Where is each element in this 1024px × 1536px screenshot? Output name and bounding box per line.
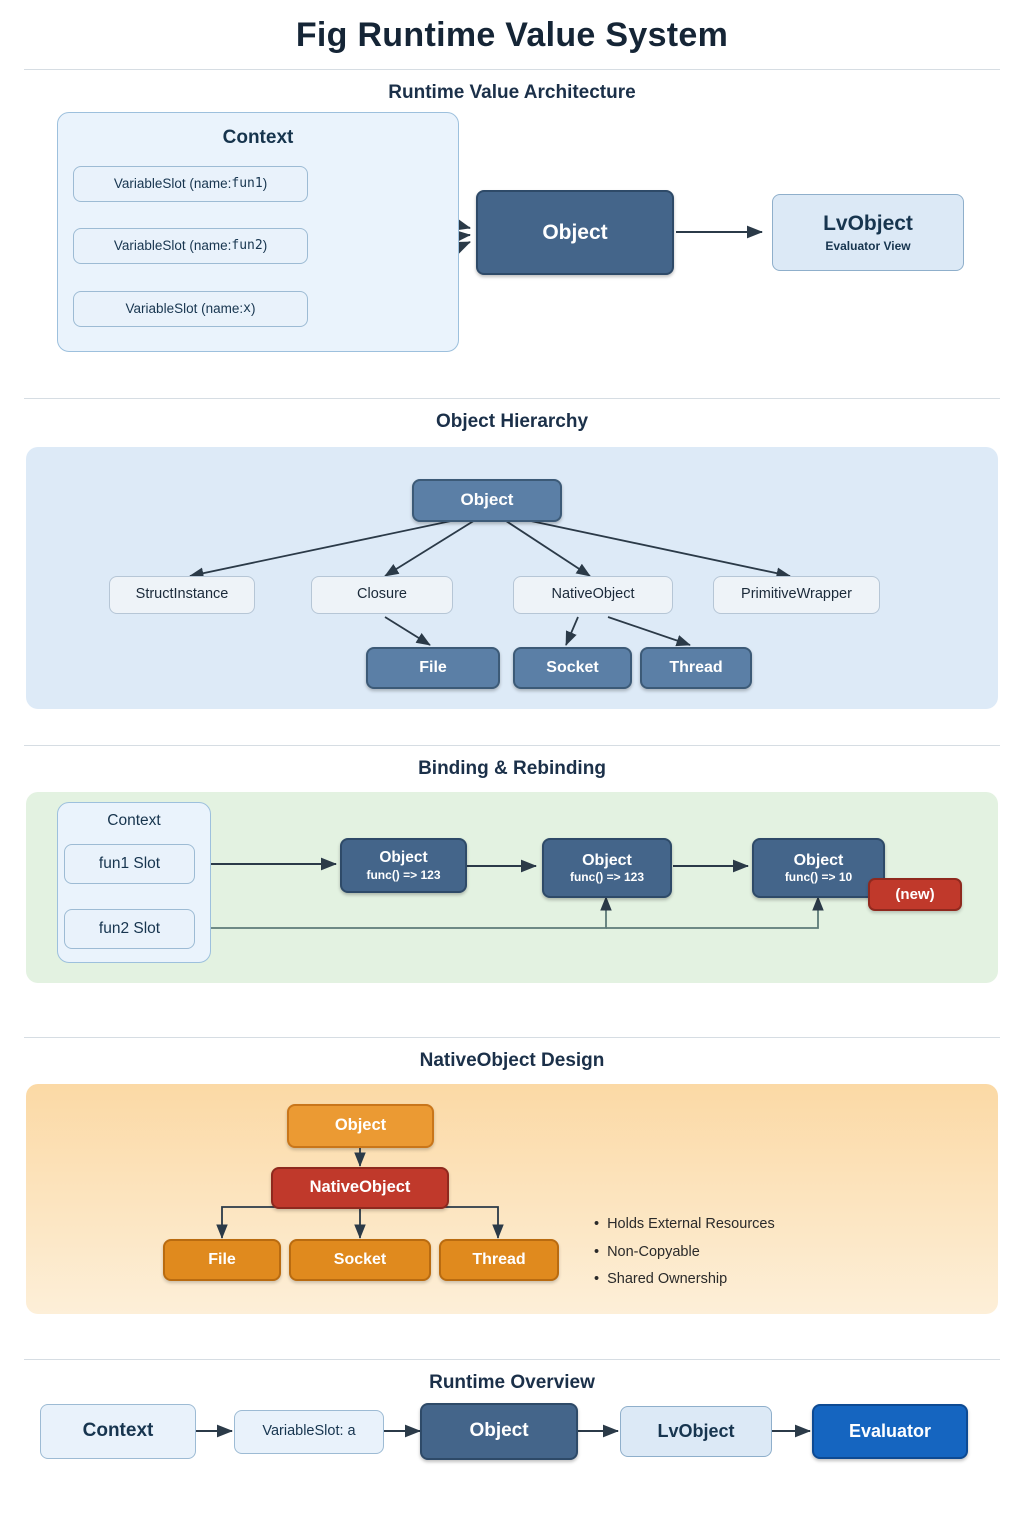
native-leaf-file-label: File	[208, 1251, 236, 1269]
section-native-title: NativeObject Design	[419, 1050, 605, 1071]
binding-object-2-title: Object	[582, 852, 632, 870]
section-overview	[0, 1372, 1024, 1532]
binding-object-2[interactable]	[542, 838, 672, 898]
hierarchy-child-structinstance-label: StructInstance	[135, 586, 229, 603]
context-label: Context	[222, 127, 294, 148]
overview-node-lvobject[interactable]	[620, 1406, 772, 1457]
overview-node-evaluator[interactable]	[812, 1404, 968, 1459]
hierarchy-leaf-socket-label: Socket	[546, 659, 599, 677]
object-node-label: Object	[542, 220, 608, 244]
divider-2	[24, 745, 1000, 746]
binding-object-2-sub: func() => 123	[569, 870, 645, 885]
overview-node-object[interactable]	[420, 1403, 578, 1460]
section-binding	[0, 758, 1024, 1023]
divider-1	[24, 398, 1000, 399]
section-native	[0, 1050, 1024, 1345]
hierarchy-child-closure[interactable]	[311, 576, 453, 614]
binding-object-1-sub: func() => 123	[366, 867, 441, 882]
hierarchy-root-object[interactable]	[412, 479, 562, 522]
variable-slot-fun2-prefix: VariableSlot (name:	[113, 237, 232, 253]
page-title: Fig Runtime Value System	[295, 16, 729, 54]
native-root-label: Object	[334, 1116, 387, 1135]
variable-slot-fun1-prefix: VariableSlot (name:	[113, 175, 232, 191]
hierarchy-child-nativeobject[interactable]	[513, 576, 673, 614]
binding-new-badge	[868, 878, 962, 911]
native-mid-nativeobject[interactable]	[271, 1167, 449, 1209]
binding-new-badge-label: (new)	[895, 885, 935, 903]
variable-slot-fun1-suffix: )	[262, 175, 268, 191]
binding-slot-fun1-label: fun1 Slot	[98, 854, 161, 872]
variable-slot-fun1[interactable]	[73, 166, 308, 202]
binding-slot-fun2-label: fun2 Slot	[98, 919, 161, 937]
native-leaf-socket[interactable]	[289, 1239, 431, 1281]
native-leaf-thread-label: Thread	[472, 1251, 526, 1269]
hierarchy-leaf-thread-label: Thread	[669, 659, 723, 677]
section-binding-title: Binding & Rebinding	[418, 758, 606, 779]
overview-node-object-label: Object	[469, 1420, 529, 1442]
binding-object-3-sub: func() => 10	[784, 870, 853, 885]
binding-slot-fun1[interactable]	[64, 844, 195, 884]
hierarchy-child-structinstance[interactable]	[109, 576, 255, 614]
native-bullets	[594, 1211, 934, 1294]
native-bullet-2: • Non-Copyable	[594, 1239, 934, 1267]
variable-slot-x[interactable]	[73, 291, 308, 327]
lvobject-subtitle: Evaluator View	[825, 239, 911, 254]
divider-4	[24, 1359, 1000, 1360]
binding-context-label: Context	[107, 812, 161, 829]
variable-slot-fun2-suffix: )	[262, 237, 268, 253]
overview-node-context[interactable]	[40, 1404, 196, 1459]
binding-object-3-title: Object	[793, 852, 844, 870]
overview-node-evaluator-label: Evaluator	[848, 1420, 932, 1441]
variable-slot-x-name: x	[243, 301, 251, 317]
hierarchy-child-primitivewrapper-label: PrimitiveWrapper	[741, 586, 852, 603]
hierarchy-leaf-file-label: File	[419, 659, 447, 677]
divider-top	[24, 69, 1000, 70]
lvobject-node[interactable]	[772, 194, 964, 271]
section-overview-title: Runtime Overview	[429, 1372, 595, 1393]
section-hierarchy-title: Object Hierarchy	[435, 411, 589, 432]
variable-slot-fun2[interactable]	[73, 228, 308, 264]
native-root-object[interactable]	[287, 1104, 434, 1148]
hierarchy-leaf-socket[interactable]	[513, 647, 632, 689]
overview-node-context-label: Context	[82, 1420, 154, 1442]
variable-slot-fun2-name: fun2	[231, 238, 263, 254]
native-bullet-1: • Holds External Resources	[594, 1211, 934, 1239]
hierarchy-leaf-file[interactable]	[366, 647, 500, 689]
native-mid-label: NativeObject	[309, 1178, 411, 1197]
overview-node-variableslot[interactable]	[234, 1410, 384, 1454]
hierarchy-leaf-thread[interactable]	[640, 647, 752, 689]
section-architecture	[0, 82, 1024, 384]
native-leaf-socket-label: Socket	[333, 1251, 387, 1269]
hierarchy-root-label: Object	[460, 490, 514, 510]
variable-slot-x-prefix: VariableSlot (name:	[125, 300, 244, 316]
object-node[interactable]	[476, 190, 674, 275]
overview-node-variableslot-label: VariableSlot: a	[262, 1423, 356, 1440]
lvobject-title: LvObject	[823, 212, 913, 236]
native-bullet-3: • Shared Ownership	[594, 1266, 934, 1294]
overview-node-lvobject-label: LvObject	[657, 1420, 735, 1441]
native-leaf-file[interactable]	[163, 1239, 281, 1281]
binding-object-1-title: Object	[379, 849, 428, 866]
section-architecture-title: Runtime Value Architecture	[388, 82, 636, 103]
hierarchy-child-closure-label: Closure	[357, 586, 407, 603]
native-leaf-thread[interactable]	[439, 1239, 559, 1281]
section-hierarchy	[0, 411, 1024, 731]
divider-3	[24, 1037, 1000, 1038]
binding-object-1[interactable]	[340, 838, 467, 893]
binding-object-3[interactable]	[752, 838, 885, 898]
hierarchy-child-nativeobject-label: NativeObject	[551, 586, 635, 603]
hierarchy-child-primitivewrapper[interactable]	[713, 576, 880, 614]
variable-slot-fun1-name: fun1	[231, 176, 263, 192]
variable-slot-x-suffix: )	[250, 300, 256, 316]
binding-slot-fun2[interactable]	[64, 909, 195, 949]
